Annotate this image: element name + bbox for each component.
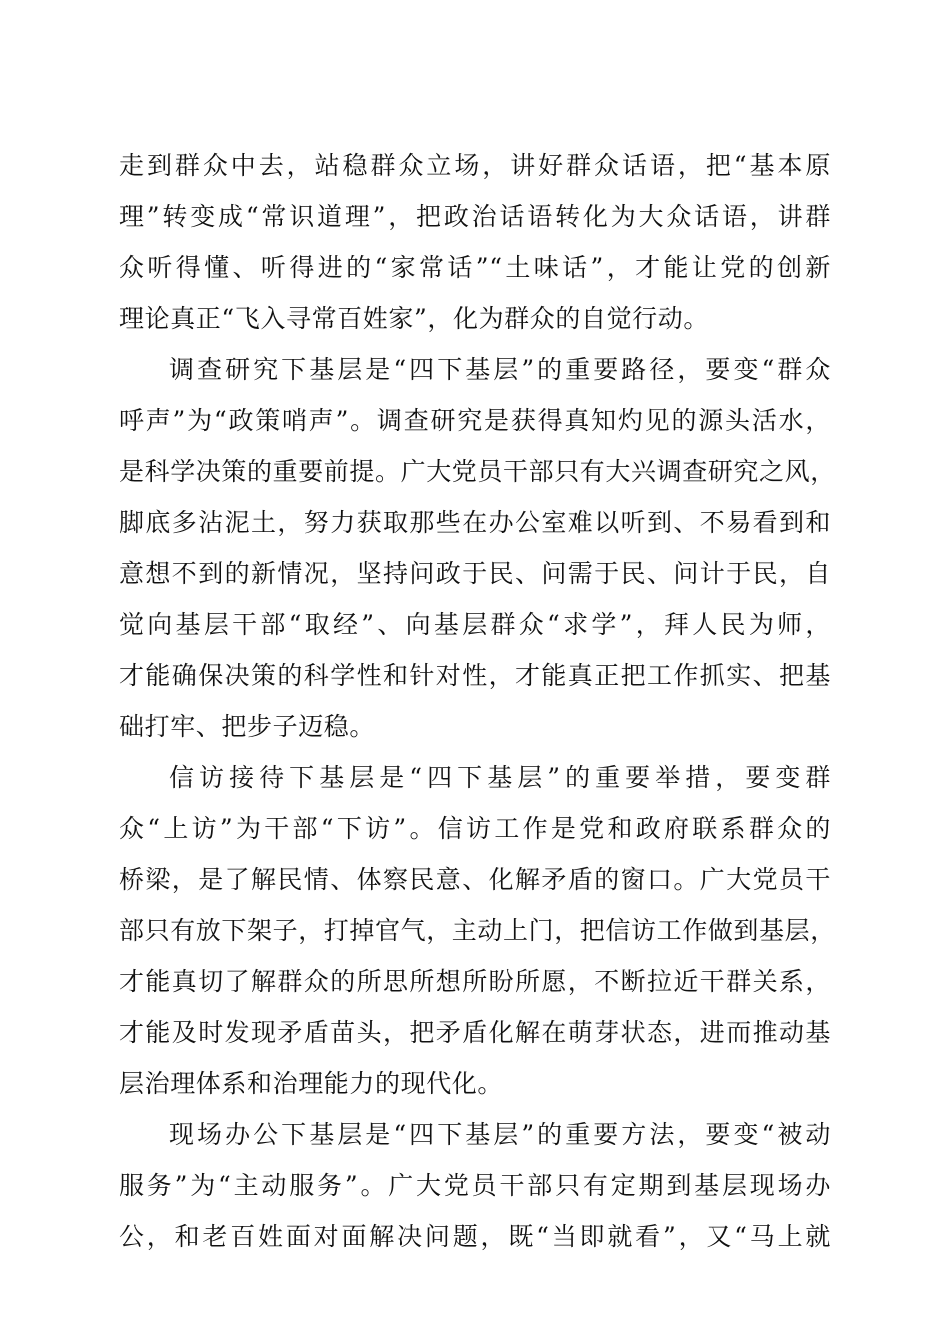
paragraph-3 [119,752,836,1109]
text-line: 脚底多沾泥土，努力获取那些在办公室难以听到、不易看到和 [119,508,831,537]
text-line: 才能确保决策的科学性和针对性，才能真正把工作抓实、把基 [119,661,831,690]
text-line: 公，和老百姓面对面解决问题，既“当即就看”，又“马上就 [119,1222,831,1251]
text-line: 信访接待下基层是“四下基层”的重要举措，要变群 [169,763,831,792]
text-line: 觉向基层干部“取经”、向基层群众“求学”，拜人民为师， [119,610,831,639]
text-line: 桥梁，是了解民情、体察民意、化解矛盾的窗口。广大党员干 [119,865,831,894]
paragraph-2 [119,344,836,752]
text-line: 础打牢、把步子迈稳。 [119,712,376,741]
text-line: 现场办公下基层是“四下基层”的重要方法，要变“被动 [169,1120,831,1149]
text-line: 才能真切了解群众的所思所想所盼所愿，不断拉近干群关系， [119,967,831,996]
paragraph-4 [119,1109,831,1262]
text-line: 众听得懂、听得进的“家常话”“土味话”，才能让党的创新 [119,253,831,282]
text-line: 是科学决策的重要前提。广大党员干部只有大兴调查研究之风， [119,457,836,486]
text-line: 才能及时发现矛盾苗头，把矛盾化解在萌芽状态，进而推动基 [119,1018,831,1047]
text-line: 部只有放下架子，打掉官气，主动上门，把信访工作做到基层， [119,916,836,945]
document-body [119,140,836,1262]
text-line: 层治理体系和治理能力的现代化。 [119,1069,504,1098]
text-line: 走到群众中去，站稳群众立场，讲好群众话语，把“基本原 [119,151,831,180]
text-line: 意想不到的新情况，坚持问政于民、问需于民、问计于民，自 [119,559,831,588]
text-line: 呼声”为“政策哨声”。调查研究是获得真知灼见的源头活水， [119,406,831,435]
text-line: 服务”为“主动服务”。广大党员干部只有定期到基层现场办 [119,1171,831,1200]
paragraph-1 [119,140,831,344]
text-line: 理论真正“飞入寻常百姓家”，化为群众的自觉行动。 [119,304,709,333]
text-line: 众“上访”为干部“下访”。信访工作是党和政府联系群众的 [119,814,831,843]
text-line: 调查研究下基层是“四下基层”的重要路径，要变“群众 [169,355,831,384]
text-line: 理”转变成“常识道理”，把政治话语转化为大众话语，讲群 [119,202,831,231]
